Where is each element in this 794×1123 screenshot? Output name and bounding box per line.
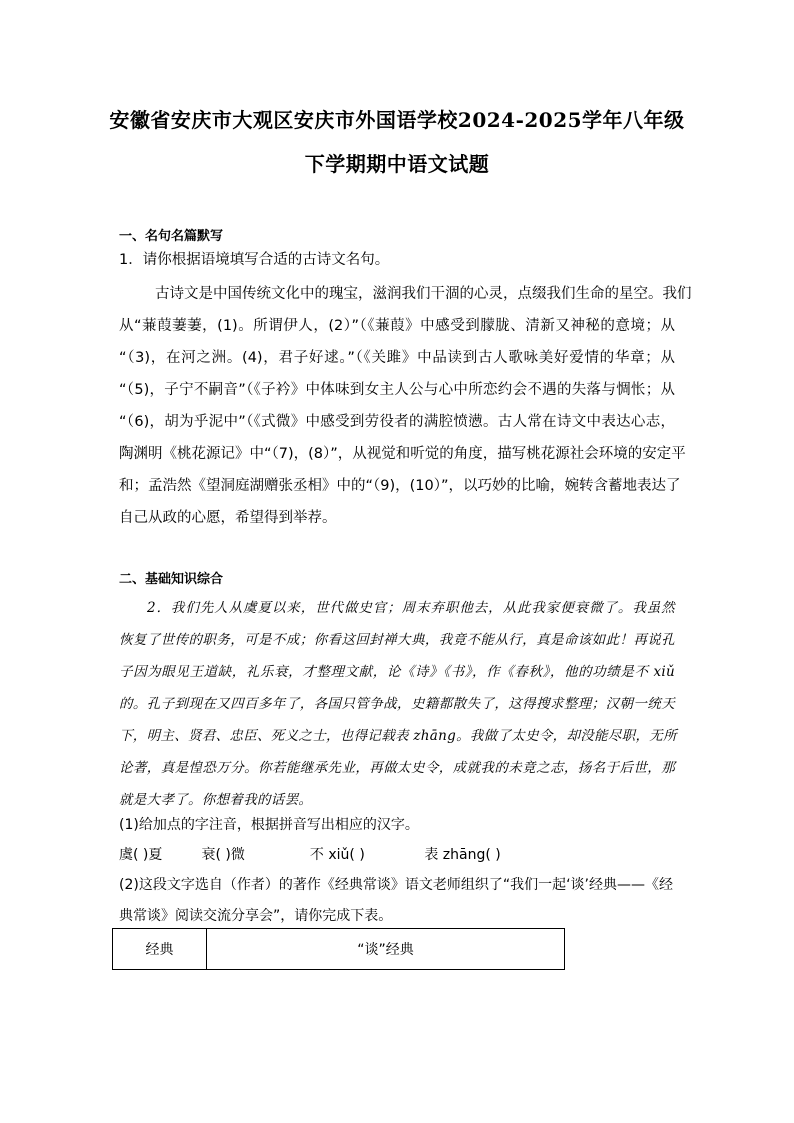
section2-heading: 二、基础知识综合 bbox=[119, 572, 224, 587]
passage-line: 2．我们先人从虞夏以来，世代做史官；周末弃职他去，从此我家便衰微了。我虽然 bbox=[147, 600, 675, 616]
fill-item-zhang[interactable]: 表 zhāng( ) bbox=[424, 847, 501, 863]
classics-table bbox=[112, 928, 565, 970]
table-header-classic: 经典 bbox=[113, 929, 207, 970]
passage-line: 恢复了世传的职务，可是不成；你看这回封禅大典，我竟不能从行，真是命该如此！再说孔 bbox=[119, 632, 675, 648]
poem-paragraph-line: “（5)，子宁不嗣音”（《子衿》中体味到女主人公与心中所恋约会不遇的失落与惆怅；从 bbox=[119, 382, 675, 398]
subquestion2-line: (2)这段文字选自（作者）的著作《经典常谈》语文老师组织了“我们一起‘谈’经典——《经 bbox=[119, 877, 673, 893]
exam-title-line2: 下学期期中语文试题 bbox=[304, 152, 490, 176]
passage-line: 子因为眼见王道缺，礼乐衰，才整理文献，论《诗》《书》，作《春秋》，他的功绩是不 xiǔ bbox=[119, 664, 675, 680]
poem-paragraph-line: “（6)，胡为乎泥中”（《式微》中感受到劳役者的满腔愤懑。古人常在诗文中表达心志， bbox=[119, 414, 675, 430]
fill-item-shuai[interactable]: 衰( )微 bbox=[201, 847, 245, 863]
subquestion1-prompt: (1)给加点的字注音，根据拼音写出相应的汉字。 bbox=[119, 817, 419, 833]
poem-paragraph-line: “（3)，在河之洲。(4)，君子好逑。”（《关雎》中品读到古人歌咏美好爱情的华章；从 bbox=[119, 350, 675, 366]
fill-item-xiu[interactable]: 不 xiǔ( ) bbox=[309, 847, 365, 863]
passage-line: 下，明主、贤君、忠臣、死义之士，也得记载表 zhāng。我做了太史令，却没能尽职，无所 bbox=[119, 728, 677, 744]
table-header-discussion: “谈”经典 bbox=[207, 929, 565, 970]
fill-item-yu[interactable]: 虞( )夏 bbox=[119, 847, 163, 863]
passage-line: 论著，真是惶恐万分。你若能继承先业，再做太史令，成就我的未竟之志，扬名于后世，那 bbox=[119, 760, 675, 776]
section1-heading: 一、名句名篇默写 bbox=[119, 229, 224, 244]
poem-paragraph-line: 和；孟浩然《望洞庭湖赠张丞相》中的“（9)，(10）”，以巧妙的比喻，婉转含蓄地表达了 bbox=[119, 478, 681, 494]
poem-paragraph-line: 陶渊明《桃花源记》中“（7)，(8）”，从视觉和听觉的角度，描写桃花源社会环境的安定平 bbox=[119, 446, 686, 462]
passage-line: 就是大孝了。你想着我的话罢。 bbox=[119, 792, 313, 808]
poem-paragraph-line: 古诗文是中国传统文化中的瑰宝，滋润我们干涸的心灵，点缀我们生命的星空。我们 bbox=[155, 286, 692, 302]
passage-line: 的。孔子到现在又四百多年了，各国只管争战，史籍都散失了，这得搜求整理；汉朝一统天 bbox=[119, 696, 675, 712]
table-row bbox=[113, 929, 565, 970]
poem-paragraph-line: 自己从政的心愿，希望得到举荐。 bbox=[119, 510, 337, 526]
poem-paragraph-line: 从“蒹葭萋萋，(1)。所谓伊人，(2）”（《蒹葭》中感受到朦胧、清新又神秘的意境；从 bbox=[119, 318, 675, 334]
pinyin-fill-row bbox=[119, 844, 501, 864]
question1-prompt: 1．请你根据语境填写合适的古诗文名句。 bbox=[119, 252, 390, 268]
exam-title-line1: 安徽省安庆市大观区安庆市外国语学校2024-2025学年八年级 bbox=[109, 108, 685, 132]
subquestion2-line: 典常谈》阅读交流分享会”，请你完成下表。 bbox=[119, 908, 393, 924]
